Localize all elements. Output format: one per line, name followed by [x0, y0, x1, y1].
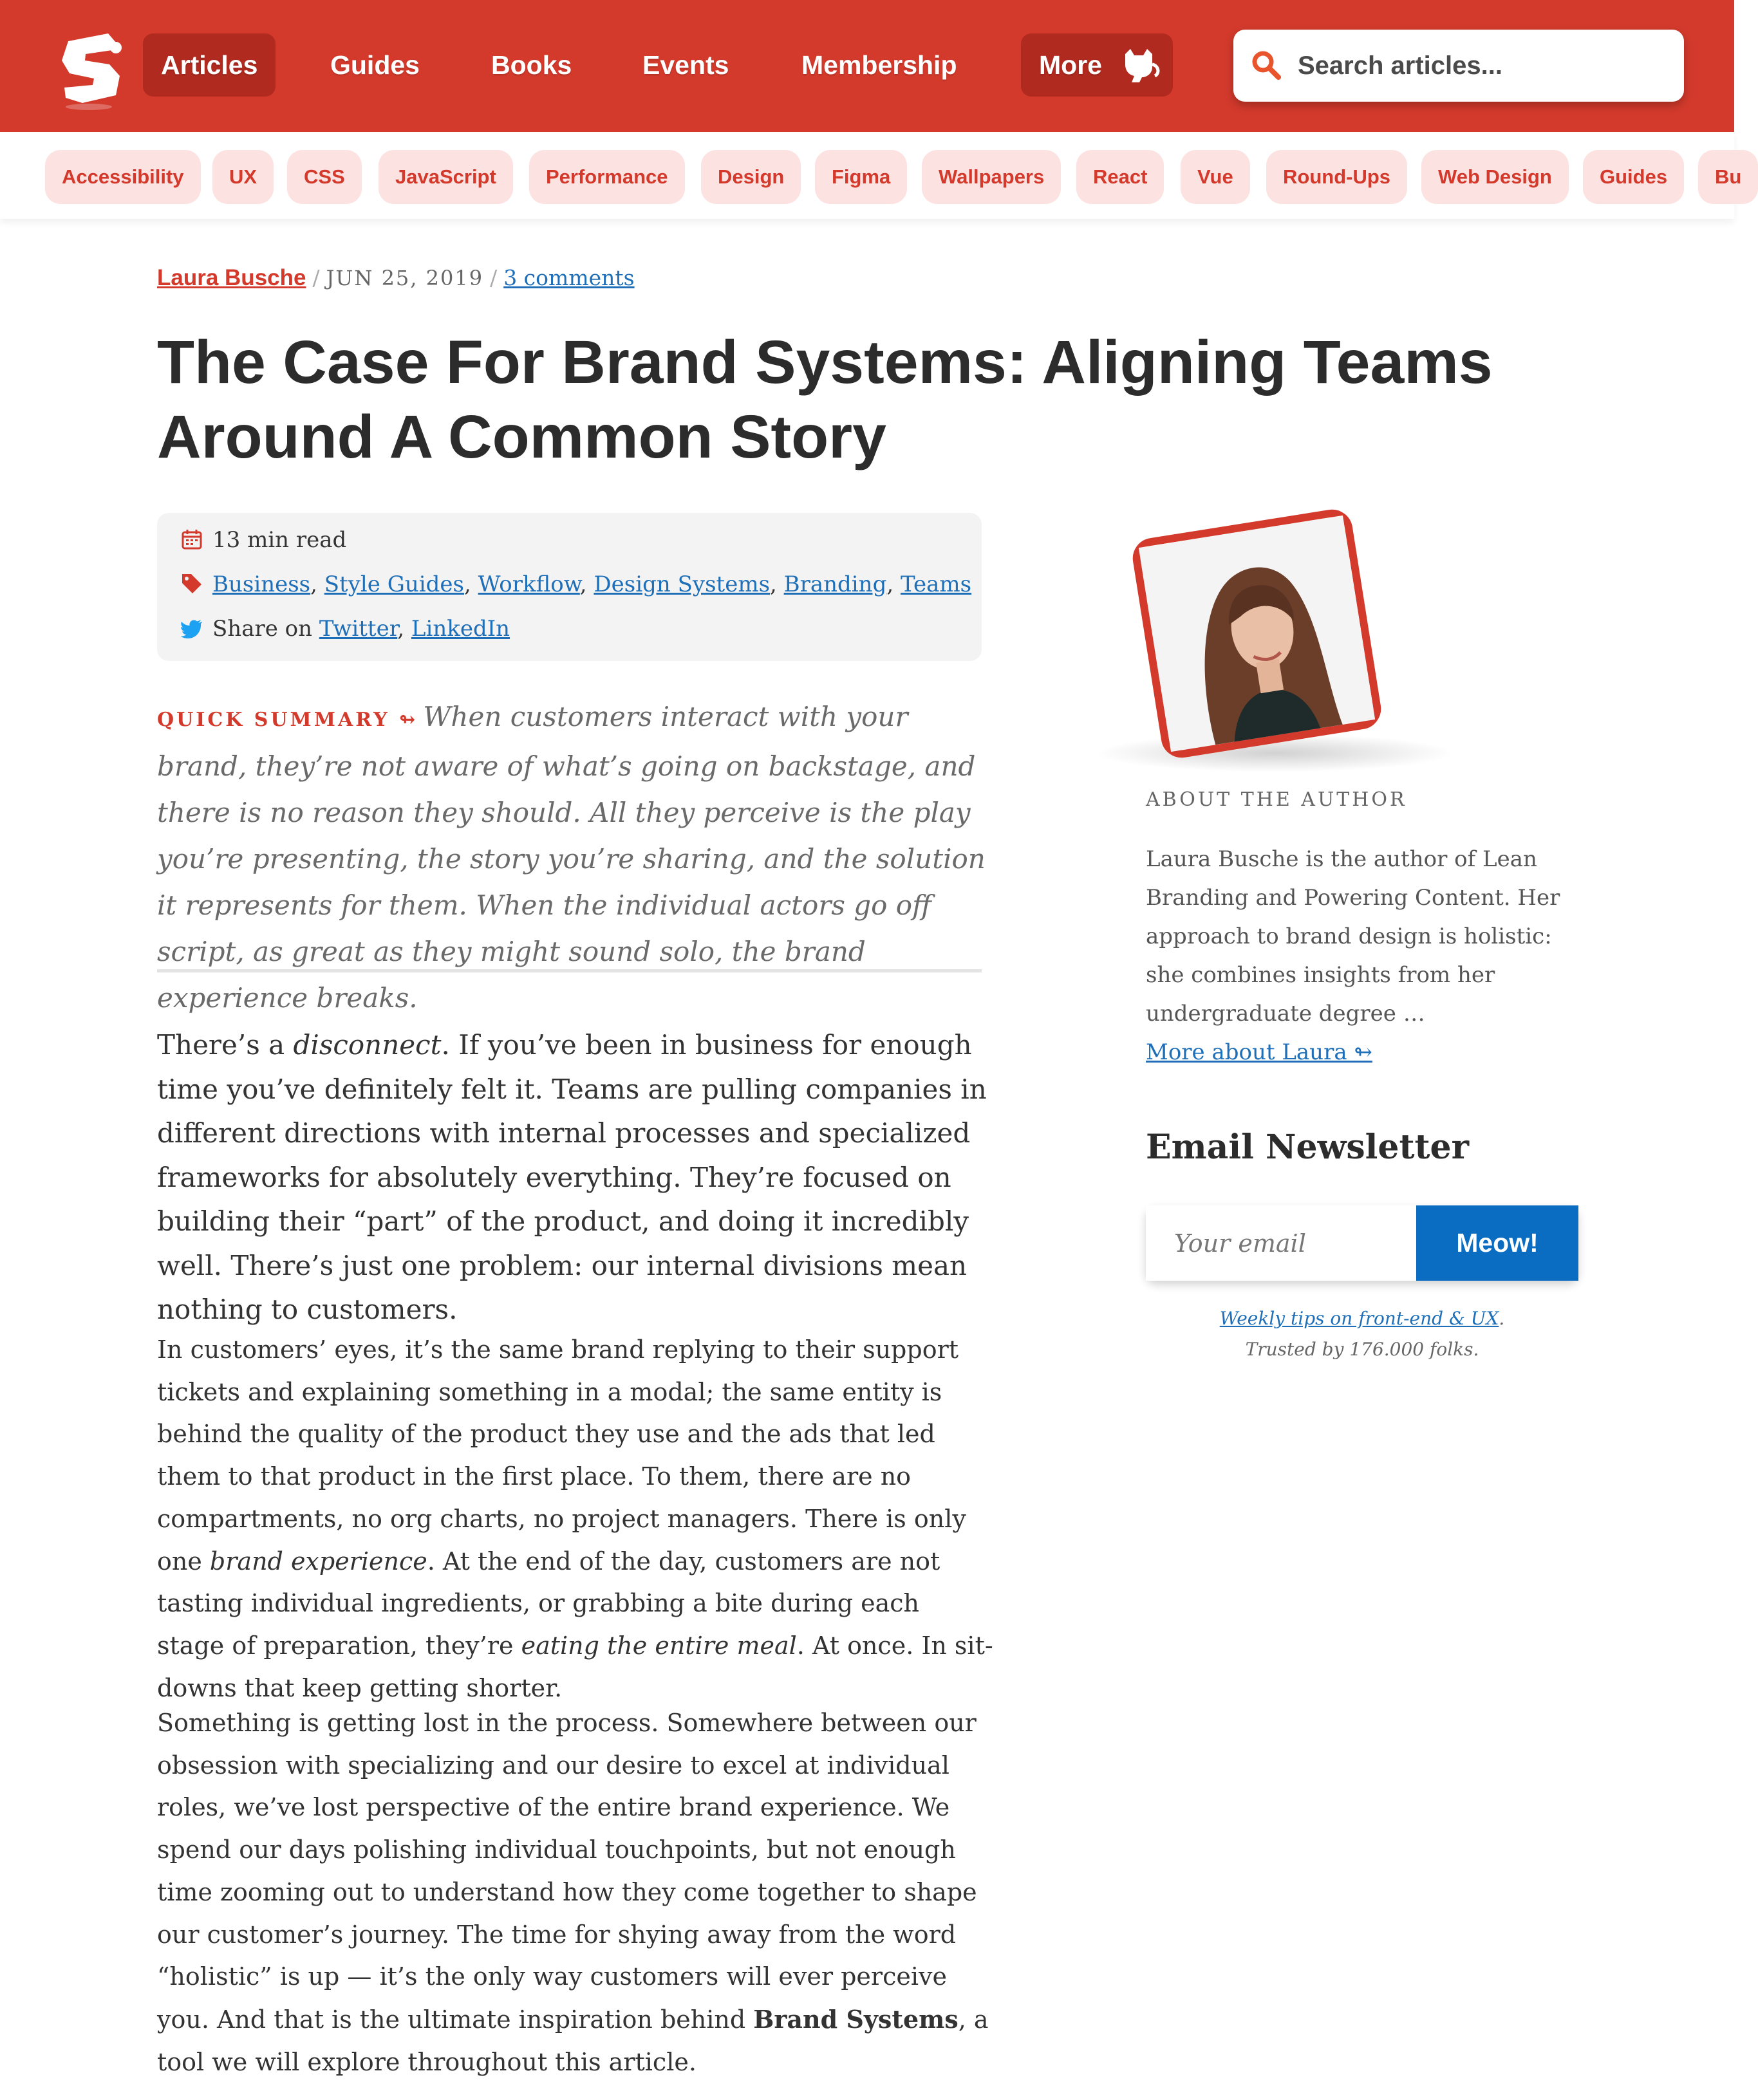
nav-articles[interactable]: Articles [143, 33, 276, 97]
tag-round-ups[interactable]: Round-Ups [1266, 150, 1407, 204]
newsletter-email-input[interactable] [1146, 1205, 1416, 1281]
twitter-icon [180, 617, 203, 640]
article-title: The Case For Brand Systems: Aligning Teams Around A Common Story [157, 328, 1493, 471]
category-workflow[interactable]: Workflow [478, 571, 580, 597]
newsletter-note-period: . [1499, 1308, 1505, 1329]
newsletter-form [1146, 1205, 1578, 1281]
paragraph-2-text-e: . At once. In sit-downs that keep getting shorter. [157, 1631, 993, 1702]
paragraph-2-emphasis-2: eating the entire meal [521, 1631, 797, 1660]
tag-accessibility[interactable]: Accessibility [45, 150, 201, 204]
tag-guides[interactable]: Guides [1583, 150, 1684, 204]
article-info-box [157, 513, 982, 661]
share-twitter-link[interactable]: Twitter [319, 616, 398, 642]
tag-react[interactable]: React [1076, 150, 1164, 204]
tag-figma[interactable]: Figma [815, 150, 907, 204]
paragraph-3-text-c: , a tool we will explore throughout this article. [157, 2005, 989, 2076]
nav-membership[interactable]: Membership [801, 50, 957, 80]
tag-css[interactable]: CSS [287, 150, 362, 204]
quick-summary-text: When customers interact with your brand, they’re not aware of what’s going on backstage, and there is no reason they should. All they perceive is the play you’re presenting, the story you’re sharing, and the solution it represents for them. When the individual actors go off script, as great as they might sound solo, the brand experience breaks. [157, 701, 986, 1014]
cat-mascot-icon [1120, 48, 1160, 84]
paragraph-1-text-c: . If you’ve been in business for enough time you’ve definitely felt it. Teams are pulling companies in different directions with internal processes and specialized frameworks for absolutely everything. They’re focused on building their “part” of the product, and doing it incredibly well. There’s just one problem: our internal divisions mean nothing to customers. [157, 1029, 987, 1325]
author-photo-icon [1139, 516, 1375, 752]
summary-divider [157, 969, 982, 972]
category-style-guides[interactable]: Style Guides [324, 571, 464, 597]
about-author-text: Laura Busche is the author of Lean Branding and Powering Content. Her approach to brand design is holistic: she combines insights from her undergraduate degree … [1146, 846, 1560, 1027]
author-avatar[interactable] [1146, 523, 1378, 754]
topic-tags-bar [0, 132, 1742, 219]
newsletter-note [1146, 1303, 1578, 1365]
paragraph-1 [157, 1023, 994, 1332]
share-label: Share on [212, 616, 313, 642]
paragraph-1-emphasis: disconnect [293, 1029, 442, 1061]
tag-wallpapers[interactable]: Wallpapers [922, 150, 1061, 204]
read-time-row [180, 527, 346, 553]
author-link[interactable]: Laura Busche [157, 265, 306, 290]
about-author-bio [1146, 840, 1596, 1072]
newsletter-trust-text: Trusted by 176.000 folks. [1245, 1339, 1479, 1360]
publish-date: JUN 25, 2019 [326, 266, 484, 290]
category-teams[interactable]: Teams [900, 571, 972, 597]
category-design-systems[interactable]: Design Systems [594, 571, 771, 597]
tag-design[interactable]: Design [701, 150, 801, 204]
search-input[interactable] [1298, 30, 1665, 102]
nav-events[interactable]: Events [642, 50, 729, 80]
paragraph-3-strong: Brand Systems [753, 2004, 958, 2034]
tag-javascript[interactable]: JavaScript [379, 150, 513, 204]
tag-ux[interactable]: UX [212, 150, 274, 204]
nav-guides[interactable]: Guides [330, 50, 420, 80]
category-business[interactable]: Business [212, 571, 311, 597]
newsletter-tips-link[interactable]: Weekly tips on front-end & UX [1219, 1308, 1499, 1329]
paragraph-2-emphasis-1: brand experience [209, 1547, 427, 1575]
article-meta: Laura Busche / JUN 25, 2019 / 3 comments [157, 265, 635, 290]
paragraph-2-text-c: . At the end of the day, customers are not tasting individual ingredients, or grabbing a bite during each stage of preparation, they’re [157, 1547, 940, 1660]
tag-truncated[interactable]: Bu [1698, 150, 1758, 204]
read-time: 13 min read [212, 527, 347, 553]
quick-summary-label: QUICK SUMMARY ↬ [157, 709, 418, 731]
tag-icon [180, 572, 203, 595]
comments-link[interactable]: 3 comments [503, 265, 635, 290]
nav-books[interactable]: Books [491, 50, 572, 80]
tag-vue[interactable]: Vue [1181, 150, 1250, 204]
paragraph-3 [157, 1702, 994, 2083]
paragraph-1-text-a: There’s a [157, 1029, 294, 1061]
tag-web-design[interactable]: Web Design [1421, 150, 1569, 204]
newsletter-subscribe-button[interactable]: Meow! [1416, 1205, 1578, 1281]
newsletter-title: Email Newsletter [1146, 1128, 1469, 1167]
smashing-logo-icon[interactable] [57, 28, 127, 112]
paragraph-2-text-a: In customers’ eyes, it’s the same brand replying to their support tickets and explaining something in a modal; the same entity is behind the quality of the product they use and the ads that led them to that product in the first place. To them, there are no compartments, no org charts, no project managers. There is only one [157, 1335, 966, 1575]
paragraph-2 [157, 1329, 994, 1709]
search-box[interactable] [1233, 30, 1684, 102]
categories-row: Business, Style Guides, Workflow, Design Systems, Branding, Teams [180, 571, 971, 597]
avatar-frame [1130, 506, 1384, 761]
about-author-label: ABOUT THE AUTHOR [1146, 788, 1407, 811]
paragraph-3-text-a: Something is getting lost in the process. Somewhere between our obsession with specializing and our desire to excel at individual roles, we’ve lost perspective of the entire brand experience. We spend our days polishing individual touchpoints, but not enough time zooming out to understand how they come together to shape our customer’s journey. The time for shying away from the word “holistic” is up — it’s the only way customers will ever perceive you. And that is the ultimate inspiration behind [157, 1709, 977, 2034]
share-linkedin-link[interactable]: LinkedIn [411, 616, 510, 642]
category-branding[interactable]: Branding [783, 571, 887, 597]
search-icon [1250, 49, 1282, 81]
share-row: Share on Twitter, LinkedIn [180, 616, 510, 642]
nav-more-button[interactable] [1021, 33, 1173, 97]
nav-more-label: More [1039, 50, 1102, 80]
more-about-author-link[interactable]: More about Laura ↬ [1146, 1039, 1372, 1065]
top-navigation-bar [0, 0, 1734, 132]
calendar-icon [180, 528, 203, 551]
tag-performance[interactable]: Performance [529, 150, 685, 204]
